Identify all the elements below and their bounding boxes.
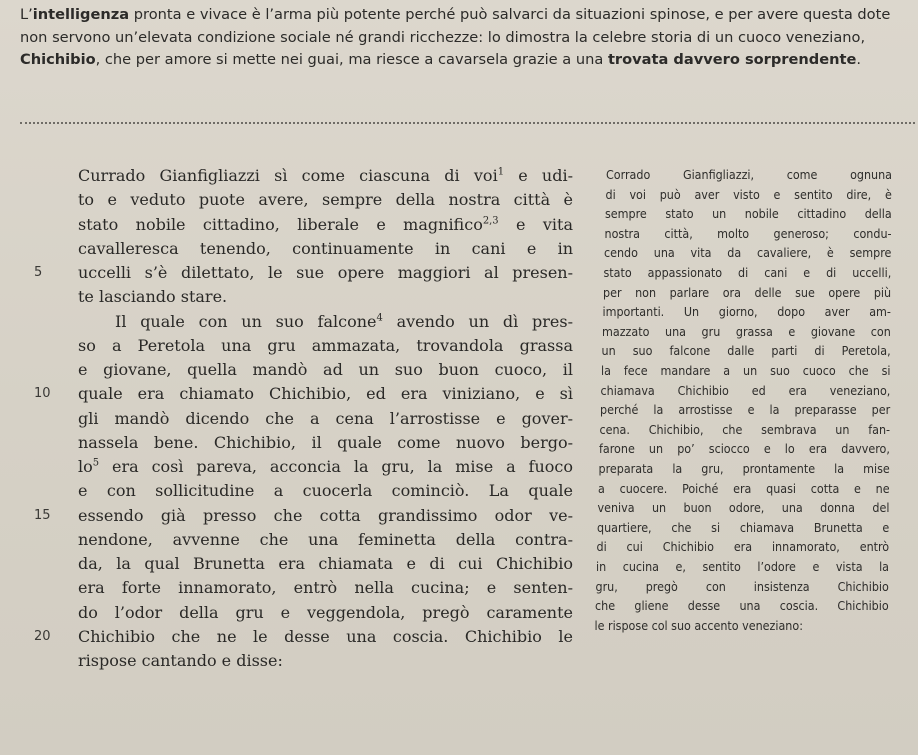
intro-bold-chichibio: Chichibio (20, 51, 96, 68)
original-text: stato nobile cittadino, liberale e magnifico (78, 214, 483, 234)
original-line (78, 285, 573, 309)
intro-text: . (856, 51, 862, 68)
line-number: 5 (34, 265, 43, 280)
intro-text: L’ (20, 6, 33, 23)
translation-line: gru, pregò con insistenza Chichibio (595, 578, 889, 594)
translation-line: stato appassionato di cani e di uccelli, (603, 265, 892, 280)
original-text: nassela bene. Chichibio, il quale come nuovo bergo- (78, 432, 573, 452)
intro-bold-intelligenza: intelligenza (32, 6, 130, 23)
original-line (78, 528, 573, 552)
footnote-ref: 2,3 (482, 215, 499, 227)
translation-line: di voi può aver visto e sentito dire, è (605, 186, 892, 202)
original-line (78, 188, 573, 212)
original-text: cavalleresca tenendo, continuamente in cani e in (78, 238, 573, 258)
translation-line: mazzato una gru grassa e giovane con (602, 323, 891, 339)
original-line (78, 261, 573, 285)
original-line (78, 382, 573, 406)
original-text: e con sollicitudine a cuocerla cominciò. La quale (78, 481, 573, 501)
original-text: to e veduto puote avere, sempre della nostra città è (78, 190, 573, 210)
original-text: so a Peretola una gru ammazata, trovandola grassa (78, 335, 573, 355)
translation-line: importanti. Un giorno, dopo aver am- (602, 304, 891, 320)
original-text: te lasciando stare. (78, 287, 228, 307)
line-number: 20 (34, 628, 51, 644)
translation-line: a cuocere. Poiché era quasi cotta e ne (598, 480, 890, 496)
original-text: da, la qual Brunetta era chiamata e di cui Chichibio (78, 554, 573, 573)
translation-line: preparata la gru, prontamente la mise (598, 461, 890, 476)
line-number: 10 (34, 386, 51, 402)
original-line (78, 552, 573, 576)
original-line (78, 237, 573, 261)
translation-line: perché la arrostisse e la preparasse per (600, 402, 891, 418)
translation-line: quartiere, che si chiamava Brunetta e (597, 519, 890, 535)
original-text: era forte innamorato, entrò nella cucina; e senten- (78, 578, 573, 598)
original-line (78, 479, 573, 503)
dotted-divider (20, 122, 915, 124)
original-line (78, 334, 573, 358)
original-text: do l’odor della gru e veggendola, pregò caramente (78, 602, 573, 622)
original-text: Currado Gianfigliazzi sì come ciascuna di voi (78, 166, 498, 185)
translation-line: per non parlare ora delle sue opere più (603, 284, 892, 300)
original-text: era così pareva, acconcia la gru, la mise a fuoco (99, 457, 573, 476)
translation-line: sempre stato un nobile cittadino della (605, 206, 892, 222)
translation-line: che gliene desse una coscia. Chichibio (595, 598, 889, 614)
original-line (78, 164, 573, 188)
intro-text: , che per amore si mette nei guai, ma riesce a cavarsela grazie a una (95, 51, 608, 68)
original-line (78, 455, 573, 479)
original-line (78, 358, 573, 382)
original-line (78, 407, 573, 431)
translation-line: le rispose col suo accento veneziano: (594, 617, 803, 633)
original-line (78, 576, 573, 600)
original-text: e udi- (504, 166, 573, 185)
original-text: avendo un dì pres- (382, 311, 574, 331)
footnote-ref: 4 (376, 312, 383, 324)
translation-line: veniva un buon odore, una donna del (597, 500, 890, 516)
original-line (78, 213, 573, 237)
intro-text: pronta e vivace è l’arma più potente perché può salvarci da situazioni spinose, e per avere questa dote non servono un’elevata condizione sociale né grandi ricchezze: lo dimostra la celebre storia di un cuoco veneziano, (20, 6, 891, 46)
translation-line: di cui Chichibio era innamorato, entrò (596, 539, 890, 555)
footnote-ref: 5 (92, 457, 100, 469)
original-text: quale era chiamato Chichibio, ed era viniziano, e sì (78, 384, 573, 404)
original-text: gli mandò dicendo che a cena l’arrostisse e gover- (78, 408, 573, 428)
translation-line: in cucina e, sentito l’odore e vista la (596, 559, 889, 574)
original-text: e giovane, quella mandò ad un suo buon cuoco, il (78, 360, 573, 379)
translation-line: chiamava Chichibio ed era veneziano, (600, 382, 891, 398)
original-line (78, 431, 573, 455)
original-text: lo (78, 457, 93, 476)
footnote-ref: 1 (497, 166, 504, 178)
original-text: Chichibio che ne le desse una coscia. Chichibio le (78, 626, 573, 646)
translation-line: cendo una vita da cavaliere, è sempre (604, 245, 892, 261)
translation-line: nostra città, molto generoso; condu- (604, 225, 892, 241)
translation-line: la fece mandare a un suo cuoco che si (601, 363, 891, 378)
original-line (78, 601, 573, 625)
original-text: essendo già presso che cotta grandissimo odor ve- (78, 505, 573, 525)
original-text: uccelli s’è dilettato, le sue opere maggiori al presen- (78, 263, 573, 282)
original-text: e vita (498, 214, 573, 234)
original-line (78, 649, 573, 673)
intro-paragraph (20, 4, 900, 72)
original-line (78, 625, 573, 649)
intro-bold-trovata: trovata davvero sorprendente (607, 51, 857, 68)
original-line (115, 310, 573, 334)
translation-line: cena. Chichibio, che sembrava un fan- (599, 421, 891, 437)
translation-line: un suo falcone dalle parti di Peretola, (601, 343, 891, 359)
original-line (78, 504, 573, 528)
original-text: rispose cantando e disse: (78, 651, 283, 670)
line-number: 15 (34, 507, 51, 523)
translation-line: farone un po’ sciocco e lo era davvero, (599, 441, 890, 457)
original-text: nendone, avvenne che una feminetta della contra- (78, 529, 573, 549)
translation-line: Corrado Gianfigliazzi, come ognuna (606, 167, 892, 182)
original-text: Il quale con un suo falcone (115, 311, 377, 331)
